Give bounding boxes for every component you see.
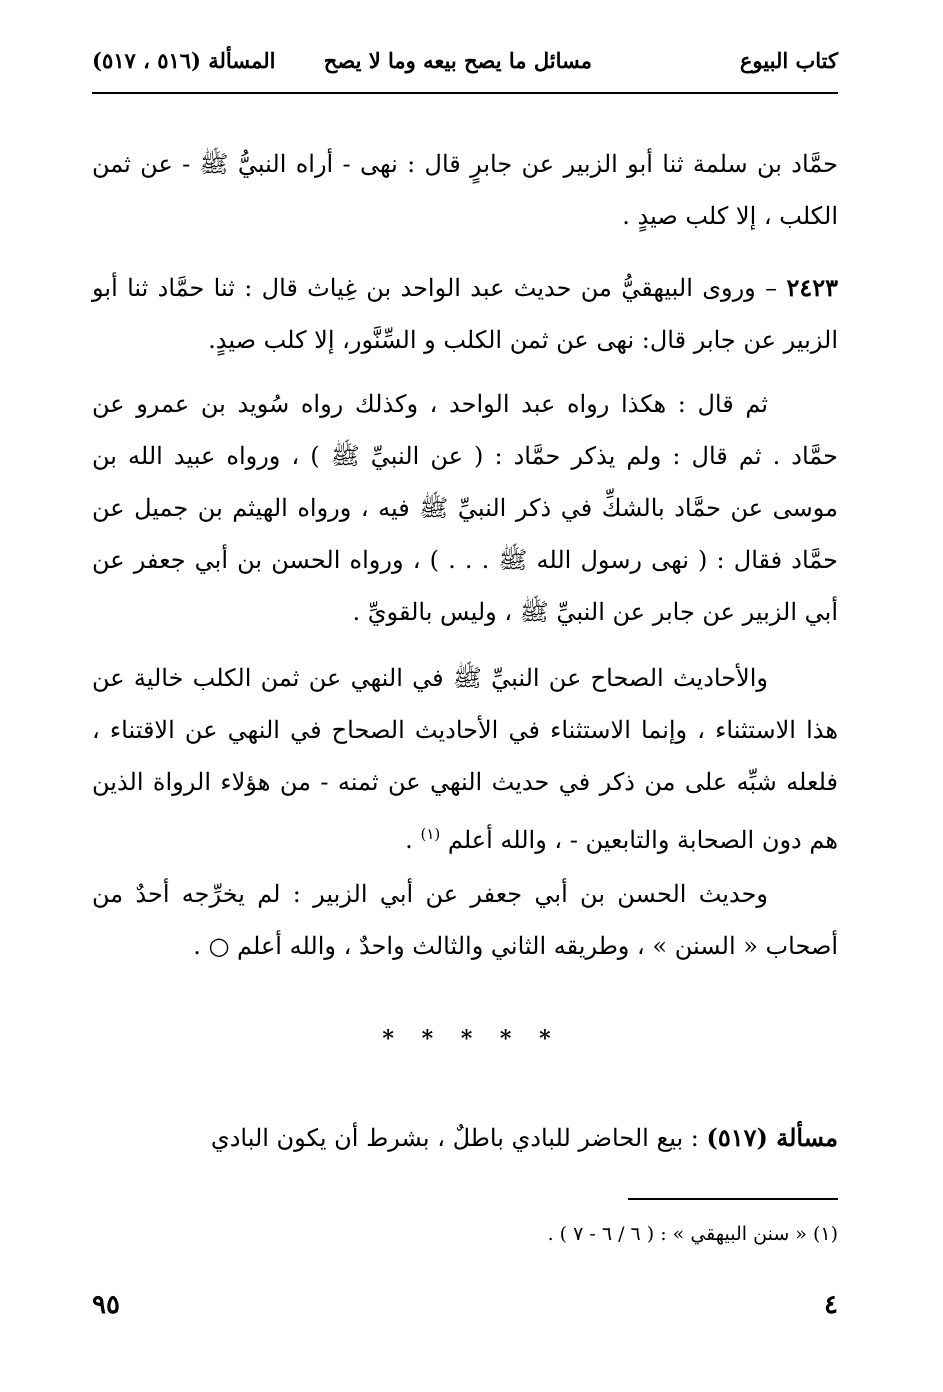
paragraph-text: والأحاديث الصحاح عن النبيِّ ﷺ في النهي عن ثمن الكلب خالية عن هذا الاستثناء ، وإنما الاستثناء في الأحاديث الصحاح في النهي عن الاقتناء ، فلعله شبِّه على من ذكر في حديث النهي عن ثمنه - من هؤلاء الرواة الذين هم دون الصحابة والتابعين - ، والله أعلم — [92, 664, 839, 854]
footnote: (١) « سنن البيهقي » : ( ٦ / ٦ - ٧ ) . — [547, 1223, 838, 1245]
volume-number: ٤ — [824, 1290, 838, 1320]
paragraph-end: . — [405, 826, 413, 854]
header-divider — [92, 92, 838, 94]
paragraph-sahih-ahadith — [92, 652, 838, 866]
header-issue-range: المسألة (٥١٦ ، ٥١٧) — [92, 48, 276, 73]
paragraph-hadith-continuation: حمَّاد بن سلمة ثنا أبو الزبير عن جابرٍ قال : نهى - أراه النبيُّ ﷺ - عن ثمن الكلب ، إلا كلب صيدٍ . — [92, 150, 838, 230]
header-book-section: كتاب البيوع — [739, 48, 838, 73]
paragraph-issue-517 — [92, 1112, 838, 1164]
footnote-divider — [628, 1198, 838, 1200]
issue-label: مسألة (٥١٧) — [706, 1123, 838, 1152]
hadith-number: ٢٤٢٣ — [786, 273, 838, 302]
issue-text: : بيع الحاضر للبادي باطلٌ ، بشرط أن يكون البادي — [210, 1124, 699, 1152]
paragraph-hadith-2423 — [92, 262, 838, 366]
page-number: ٩٥ — [92, 1290, 120, 1320]
header-chapter-title: مسائل ما يصح بيعه وما لا يصح — [323, 48, 592, 73]
section-separator: * * * * * — [382, 1026, 561, 1052]
running-header — [92, 42, 838, 82]
footnote-reference[interactable]: (١) — [420, 825, 441, 843]
hadith-text: – وروى البيهقيُّ من حديث عبد الواحد بن غِياث قال : ثنا حمَّاد ثنا أبو الزبير عن جابر قال: نهى عن ثمن الكلب و السِّنَّور، إلا كلب صيدٍ. — [92, 274, 838, 354]
paragraph-hasan-hadith: وحديث الحسن بن أبي جعفر عن أبي الزبير : لم يخرِّجه أحدٌ من أصحاب « السنن » ، وطريقه الثاني والثالث واحدٌ ، والله أعلم ○ . — [92, 880, 838, 960]
page-footer — [92, 1290, 838, 1330]
paragraph-bayhaqi-commentary: ثم قال : هكذا رواه عبد الواحد ، وكذلك رواه سُويد بن عمرو عن حمَّاد . ثم قال : ولم يذكر حمَّاد : ( عن النبيِّ ﷺ ) ، ورواه عبيد الله بن موسى عن حمَّاد بالشكِّ في ذكر النبيِّ ﷺ فيه ، ورواه الهيثم بن جميل عن حمَّاد فقال : ( نهى رسول الله ﷺ . . . ) ، ورواه الحسن بن أبي جعفر عن أبي الزبير عن جابر عن النبيِّ ﷺ ، وليس بالقويِّ . — [92, 390, 838, 626]
